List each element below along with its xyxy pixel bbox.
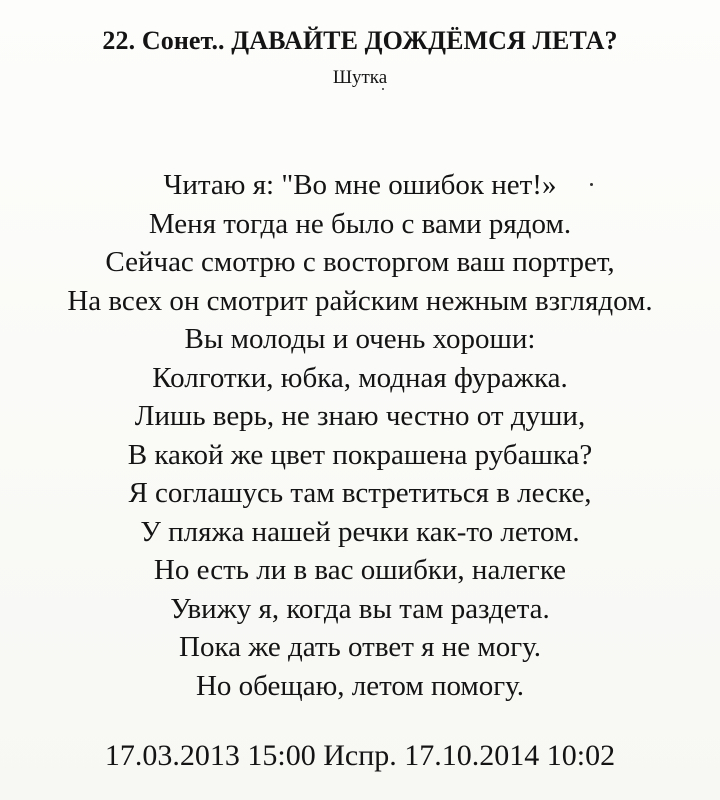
poem-kind: Сонет.. <box>141 26 225 55</box>
poem-body <box>0 166 720 705</box>
poem-line-1: Читаю я: "Во мне ошибок нет!» <box>163 169 557 201</box>
poem-line-3: Сейчас смотрю с восторгом ваш портрет, <box>105 246 615 278</box>
date-line: 17.03.2013 15:00 Испр. 17.10.2014 10:02 <box>104 739 616 772</box>
poem-subtitle: Шутка <box>332 67 388 88</box>
poem-line-8: В какой же цвет покрашена рубашка? <box>127 438 593 471</box>
scan-speck <box>590 183 593 186</box>
scan-speck <box>382 88 384 90</box>
poem-number: 22. <box>102 26 136 55</box>
poem-line-7: Лишь верь, не знаю честно от души, <box>134 400 586 432</box>
poem-line-12: Увижу я, когда вы там раздета. <box>170 592 550 625</box>
poem-line-9: Я соглашусь там встретиться в леске, <box>128 477 592 509</box>
poem-title <box>0 24 720 58</box>
poem-heading: ДАВАЙТЕ ДОЖДЁМСЯ ЛЕТА? <box>231 26 618 55</box>
poem-line-11: Но есть ли в вас ошибки, налегке <box>153 554 567 586</box>
poem-line-10: У пляжа нашей речки как-то летом. <box>140 515 580 548</box>
poem-line-4: На всех он смотрит райским нежным взглядом. <box>67 284 653 317</box>
poem-line-6: Колготки, юбка, модная фуражка. <box>152 361 568 394</box>
poem-line-5: Вы молоды и очень хороши: <box>184 323 536 355</box>
poem-line-14: Но обещаю, летом помогу. <box>195 669 525 702</box>
poem-line-13: Пока же дать ответ я не могу. <box>179 631 541 663</box>
poem-line-2: Меня тогда не было с вами рядом. <box>148 207 572 240</box>
